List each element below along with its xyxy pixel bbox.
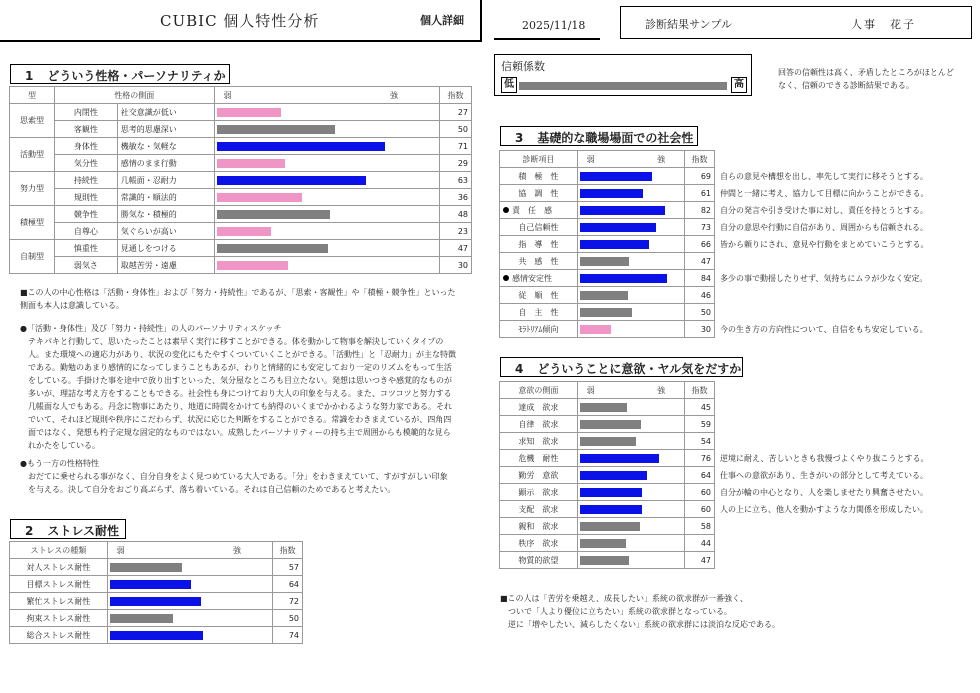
- personality-trait: 弱気さ: [54, 257, 117, 274]
- other-trait-body: おだてに乗せられる事がなく、自分自身をよく見つめている大人である。「分」をわきまえていて、すがすがしい印象を与える。決して自分をおごり高ぶらず、落ち着いている。それは自己信頼のためであると考えたい。: [28, 472, 448, 494]
- social-label: 積 極 性: [518, 171, 559, 181]
- motivation-label-cell: [500, 518, 578, 535]
- social-label-cell: [500, 185, 578, 202]
- reliability-high: 高: [731, 77, 747, 93]
- motivation-bar-cell: [577, 416, 684, 433]
- personality-bar: [217, 142, 385, 151]
- personality-bar: [217, 125, 335, 134]
- social-label-cell: [500, 321, 578, 338]
- personality-desc: 思考的思慮深い: [117, 121, 214, 138]
- motivation-label-cell: [500, 535, 578, 552]
- stress-label: 拘束ストレス耐性: [10, 610, 108, 627]
- social-label: 自己信頼性: [518, 222, 559, 232]
- motivation-index: 60: [685, 501, 715, 518]
- motivation-bar: [580, 403, 627, 412]
- personality-row: [10, 172, 472, 189]
- social-bar-cell: [577, 321, 684, 338]
- personality-trait: 気分性: [54, 155, 117, 172]
- personality-bar: [217, 261, 288, 270]
- person-name: 人事 花子: [851, 18, 916, 31]
- personality-bar-cell: [214, 223, 439, 240]
- personality-bar-cell: [214, 104, 439, 121]
- social-label-cell: [500, 219, 578, 236]
- col-scale: [214, 87, 439, 104]
- social-index: 66: [685, 236, 715, 253]
- social-bar-cell: [577, 287, 684, 304]
- personality-bar-cell: [214, 155, 439, 172]
- stress-scale-strong: 強: [233, 545, 242, 555]
- social-index: 73: [685, 219, 715, 236]
- social-index: 47: [685, 253, 715, 270]
- section1-title-text: どういう性格・パーソナリティか: [47, 69, 226, 83]
- social-label-cell: [500, 202, 578, 219]
- date-underline: [494, 38, 600, 40]
- stress-label: 対人ストレス耐性: [10, 559, 108, 576]
- personality-trait: 客観性: [54, 121, 117, 138]
- scale-weak: 弱: [223, 90, 232, 100]
- motivation-index: 54: [685, 433, 715, 450]
- motivation-label: 求知 欲求: [518, 436, 559, 446]
- col-index: 指数: [440, 87, 472, 104]
- motivation-label-cell: [500, 433, 578, 450]
- motivation-bar: [580, 454, 659, 463]
- stress-table-header: [10, 542, 303, 559]
- motivation-bar: [580, 539, 626, 548]
- report-date: 2025/11/18: [522, 19, 586, 32]
- stress-label: 目標ストレス耐性: [10, 576, 108, 593]
- motivation-label-cell: [500, 467, 578, 484]
- motivation-index: 58: [685, 518, 715, 535]
- stress-index: 57: [273, 559, 303, 576]
- motivation-row: [500, 552, 715, 569]
- social-bar: [580, 172, 652, 181]
- social-bar-cell: [577, 219, 684, 236]
- motivation-comment: 仕事への意欲があり、生きがいの部分として考えている。: [720, 471, 928, 480]
- motivation-comment: 人の上に立ち、他人を動かすような力関係を形成したい。: [720, 505, 928, 514]
- personality-index: 63: [440, 172, 472, 189]
- section1-title: [10, 64, 230, 84]
- highlight-dot-icon: [503, 207, 509, 213]
- social-index: 46: [685, 287, 715, 304]
- personality-desc: 勝気な・積極的: [117, 206, 214, 223]
- social-row: [500, 168, 715, 185]
- personality-trait: 身体性: [54, 138, 117, 155]
- stress-label: 総合ストレス耐性: [10, 627, 108, 644]
- social-table: [499, 150, 715, 338]
- social-row: [500, 321, 715, 338]
- stress-index: 64: [273, 576, 303, 593]
- col-stress-scale: [107, 542, 272, 559]
- personality-bar-cell: [214, 206, 439, 223]
- stress-bar: [110, 563, 182, 572]
- highlight-dot-icon: [503, 275, 509, 281]
- social-index: 84: [685, 270, 715, 287]
- personality-trait: 自尊心: [54, 223, 117, 240]
- personality-row: [10, 240, 472, 257]
- motivation-label: 顕示 欲求: [518, 487, 559, 497]
- motivation-label: 親和 欲求: [518, 521, 559, 531]
- social-row: [500, 270, 715, 287]
- motivation-bar: [580, 522, 640, 531]
- personality-row: [10, 223, 472, 240]
- personality-trait: 慎重性: [54, 240, 117, 257]
- section1-summary: ■この人の中心性格は「活動・身体性」および「努力・持続性」であるが、「思索・客観性」や「積極・競争性」といった側面も本人は意識している。: [20, 288, 456, 310]
- motivation-comment: 逆境に耐え、苦しいときも我慢づよくやり抜こうとする。: [720, 454, 929, 463]
- col-type: 型: [10, 87, 55, 104]
- motivation-bar: [580, 488, 642, 497]
- sketch-body: テキパキと行動して、思いたったことは素早く実行に移すことができる。体を動かして物事を解決していくタイプの人。また環境への適応力があり、状況の変化にもたやすくついていくことができる。「活動性」と「忍耐力」が主な特徴である。勤勉のあまり感情的になってしまうこともあるが、わりと情緒的にも安定しており一定のリズムをもって生活をしている。手掛けた事を途中で放り出すといった、気分屋なところも目立たない。発想は思いつきや感覚的なものが多いが、理詰な考え方をすることもできる。社会性も身につけており大人の印象を与える。また、コツコツと努力する几帳面な人でもある。丹念に物事にあたり、地道に時間をかけても納得のいくまでかかわるような努力家である。それでいて、それほど規則や秩序にこだわらず、状況に応じた判断をすることができる。常識をわきまえているが、四角四面ではなく、発想も杓子定規な固定的なものではない。成熟したパーソナリティーの持ち主で周囲からも模範的な見られかたをしている。: [28, 337, 456, 450]
- stress-row: [10, 627, 303, 644]
- motivation-bar-cell: [577, 501, 684, 518]
- personality-index: 50: [440, 121, 472, 138]
- col-stress-kind: ストレスの種類: [10, 542, 108, 559]
- personality-desc: 社交意識が低い: [117, 104, 214, 121]
- personality-bar: [217, 193, 302, 202]
- motivation-index: 47: [685, 552, 715, 569]
- social-label-cell: [500, 168, 578, 185]
- social-bar: [580, 189, 643, 198]
- social-row: [500, 253, 715, 270]
- social-comment: 仲間と一緒に考え、協力して目標に向かうことができる。: [720, 189, 929, 198]
- col-item: 診断項目: [500, 151, 578, 168]
- social-bar-cell: [577, 185, 684, 202]
- col-stress-index: 指数: [273, 542, 303, 559]
- personality-bar-cell: [214, 121, 439, 138]
- motivation-index: 60: [685, 484, 715, 501]
- section4-title-text: どういうことに意欲・ヤル気をだすか: [537, 362, 742, 376]
- personality-type: 努力型: [10, 172, 55, 206]
- motivation-row: [500, 518, 715, 535]
- personality-index: 47: [440, 240, 472, 257]
- personality-row: [10, 104, 472, 121]
- personality-bar-cell: [214, 257, 439, 274]
- report-title: CUBIC 個人特性分析: [160, 12, 320, 30]
- section4-summary-3: 逆に「増やしたい、減らしたくない」系統の欲求群には淡泊な反応である。: [508, 620, 780, 629]
- other-trait-title: ●もう一方の性格特性: [20, 459, 99, 468]
- social-bar-cell: [577, 304, 684, 321]
- social-comment: 自分の発言や引き受けた事に対し、責任を持とうとする。: [720, 206, 928, 215]
- social-label: ﾓﾗﾄﾘｱﾑ傾向: [518, 324, 559, 334]
- scale-strong: 強: [390, 90, 398, 100]
- stress-index: 72: [273, 593, 303, 610]
- motivation-row: [500, 535, 715, 552]
- reliability-box: [494, 54, 752, 96]
- section1-number: 1: [25, 69, 34, 83]
- motivation-label-cell: [500, 484, 578, 501]
- social-bar: [580, 274, 667, 283]
- motivation-bar-cell: [577, 552, 684, 569]
- social-label: 感情安定性: [512, 273, 552, 283]
- motivation-bar-cell: [577, 399, 684, 416]
- social-index: 82: [685, 202, 715, 219]
- social-row: [500, 304, 715, 321]
- social-row: [500, 202, 715, 219]
- stress-bar: [110, 580, 191, 589]
- social-comment: 皆から頼りにされ、意見や行動をまとめていこうとする。: [720, 240, 929, 249]
- social-bar: [580, 325, 611, 334]
- stress-label: 繁忙ストレス耐性: [10, 593, 108, 610]
- personality-index: 71: [440, 138, 472, 155]
- personality-trait: 内閉性: [54, 104, 117, 121]
- motivation-label: 達成 欲求: [518, 402, 559, 412]
- personality-trait: 持続性: [54, 172, 117, 189]
- personality-type: 積極型: [10, 206, 55, 240]
- personality-row: [10, 257, 472, 274]
- motivation-index: 59: [685, 416, 715, 433]
- personality-row: [10, 121, 472, 138]
- social-index: 61: [685, 185, 715, 202]
- section3-title: [500, 126, 698, 146]
- personality-bar-cell: [214, 172, 439, 189]
- stress-bar-cell: [107, 576, 272, 593]
- personality-index: 29: [440, 155, 472, 172]
- motivation-row: [500, 484, 715, 501]
- personality-trait: 規則性: [54, 189, 117, 206]
- stress-table: [9, 541, 303, 644]
- social-scale-weak: 弱: [586, 154, 595, 164]
- social-bar-cell: [577, 202, 684, 219]
- reliability-low: 低: [501, 77, 517, 93]
- stress-bar-cell: [107, 610, 272, 627]
- social-label-cell: [500, 304, 578, 321]
- col-social-index: 指数: [685, 151, 715, 168]
- motivation-label-cell: [500, 399, 578, 416]
- personality-row: [10, 206, 472, 223]
- section4-title: [500, 357, 743, 377]
- personality-index: 48: [440, 206, 472, 223]
- motivation-bar-cell: [577, 518, 684, 535]
- social-bar-cell: [577, 236, 684, 253]
- stress-bar-cell: [107, 627, 272, 644]
- social-label: 従 順 性: [518, 290, 559, 300]
- header-info-box: [620, 6, 972, 39]
- personality-bar: [217, 227, 271, 236]
- col-social-scale: [577, 151, 684, 168]
- motivation-label: 支配 欲求: [518, 504, 559, 514]
- social-row: [500, 185, 715, 202]
- social-bar: [580, 257, 629, 266]
- social-index: 30: [685, 321, 715, 338]
- personality-bar-cell: [214, 240, 439, 257]
- motivation-label: 危機 耐性: [518, 453, 559, 463]
- motivation-label-cell: [500, 552, 578, 569]
- motivation-scale-strong: 強: [657, 385, 666, 395]
- motivation-row: [500, 399, 715, 416]
- social-bar: [580, 291, 628, 300]
- sample-label: 診断結果サンプル: [645, 18, 733, 31]
- motivation-label-cell: [500, 501, 578, 518]
- social-table-header: [500, 151, 715, 168]
- personality-row: [10, 189, 472, 206]
- motivation-row: [500, 416, 715, 433]
- motivation-row: [500, 501, 715, 518]
- social-comment: 自らの意見や構想を出し、率先して実行に移そうとする。: [720, 172, 928, 181]
- stress-row: [10, 559, 303, 576]
- motivation-label: 勤労 意欲: [518, 470, 559, 480]
- personality-table-header: [10, 87, 472, 104]
- social-label-cell: [500, 270, 578, 287]
- personality-desc: 感情のまま行動: [117, 155, 214, 172]
- personality-bar: [217, 176, 366, 185]
- personality-index: 36: [440, 189, 472, 206]
- personality-bar-cell: [214, 138, 439, 155]
- social-index: 69: [685, 168, 715, 185]
- motivation-label-cell: [500, 416, 578, 433]
- personality-table: [9, 86, 472, 274]
- personality-bar: [217, 244, 328, 253]
- stress-row: [10, 610, 303, 627]
- personality-bar: [217, 108, 281, 117]
- social-label-cell: [500, 287, 578, 304]
- personality-index: 27: [440, 104, 472, 121]
- stress-bar: [110, 597, 201, 606]
- social-index: 50: [685, 304, 715, 321]
- social-label: 指 導 性: [518, 239, 559, 249]
- section4-summary-1: ■この人は「苦労を乗越え、成長したい」系統の欲求群が一番強く、: [500, 594, 748, 603]
- col-motivation-index: 指数: [685, 382, 715, 399]
- social-label-cell: [500, 236, 578, 253]
- motivation-bar-cell: [577, 450, 684, 467]
- section4-number: 4: [515, 362, 524, 376]
- stress-bar: [110, 614, 173, 623]
- personality-desc: 常識的・順法的: [117, 189, 214, 206]
- motivation-table-header: [500, 382, 715, 399]
- social-bar: [580, 240, 649, 249]
- sketch-title: ●「活動・身体性」及び「努力・持続性」の人のパーソナリティスケッチ: [20, 324, 282, 333]
- social-comment: 自分の意思や行動に自信があり、周囲からも信頼される。: [720, 223, 928, 232]
- motivation-table: [499, 381, 715, 569]
- stress-bar: [110, 631, 203, 640]
- motivation-bar: [580, 505, 642, 514]
- social-label-cell: [500, 253, 578, 270]
- motivation-bar: [580, 471, 647, 480]
- section2-title-text: ストレス耐性: [47, 524, 119, 538]
- personality-bar: [217, 159, 285, 168]
- motivation-row: [500, 433, 715, 450]
- section2-number: 2: [25, 524, 34, 538]
- social-row: [500, 287, 715, 304]
- motivation-label-cell: [500, 450, 578, 467]
- motivation-comment: 自分が輪の中心となり、人を楽しませたり興奮させたい。: [720, 488, 928, 497]
- motivation-index: 44: [685, 535, 715, 552]
- stress-bar-cell: [107, 559, 272, 576]
- personality-desc: 機敏な・気軽な: [117, 138, 214, 155]
- reliability-label: 信頼係数: [501, 60, 545, 73]
- personality-index: 23: [440, 223, 472, 240]
- motivation-scale-weak: 弱: [586, 385, 595, 395]
- motivation-bar-cell: [577, 467, 684, 484]
- motivation-index: 64: [685, 467, 715, 484]
- section3-title-text: 基礎的な職場場面での社会性: [537, 131, 694, 145]
- social-bar: [580, 223, 656, 232]
- personality-index: 30: [440, 257, 472, 274]
- social-bar: [580, 308, 632, 317]
- social-comment: 多少の事で動揺したりせず、気持ちにムラが少なく安定。: [720, 274, 928, 283]
- social-bar-cell: [577, 270, 684, 287]
- personality-bar: [217, 210, 330, 219]
- section2-title: [10, 519, 126, 539]
- personality-desc: 几帳面・忍耐力: [117, 172, 214, 189]
- motivation-bar-cell: [577, 433, 684, 450]
- social-comment: 今の生き方の方向性について、自信をもち安定している。: [720, 325, 928, 334]
- social-scale-strong: 強: [657, 154, 666, 164]
- col-motivation-aspect: 意欲の側面: [500, 382, 578, 399]
- section3-number: 3: [515, 131, 524, 145]
- motivation-label: 物質的欲望: [518, 555, 559, 565]
- social-label: 責 任 感: [512, 205, 552, 215]
- motivation-row: [500, 467, 715, 484]
- personality-bar-cell: [214, 189, 439, 206]
- stress-scale-weak: 弱: [116, 545, 125, 555]
- motivation-bar: [580, 556, 629, 565]
- personality-desc: 気ぐらいが高い: [117, 223, 214, 240]
- section4-summary-2: ついで「人より優位に立ちたい」系統の欲求群となっている。: [508, 607, 732, 616]
- personality-row: [10, 155, 472, 172]
- stress-row: [10, 593, 303, 610]
- motivation-label: 自律 欲求: [518, 419, 559, 429]
- personality-trait: 競争性: [54, 206, 117, 223]
- motivation-bar: [580, 437, 636, 446]
- stress-index: 74: [273, 627, 303, 644]
- motivation-index: 45: [685, 399, 715, 416]
- motivation-bar-cell: [577, 535, 684, 552]
- social-bar: [580, 206, 665, 215]
- motivation-row: [500, 450, 715, 467]
- social-label: 共 感 性: [518, 256, 559, 266]
- motivation-index: 76: [685, 450, 715, 467]
- col-aspect: 性格の側面: [54, 87, 214, 104]
- personality-desc: 取越苦労・遠慮: [117, 257, 214, 274]
- stress-bar-cell: [107, 593, 272, 610]
- reliability-bar: [519, 82, 727, 90]
- personality-type: 自制型: [10, 240, 55, 274]
- header-left-panel: [0, 0, 482, 42]
- social-bar-cell: [577, 168, 684, 185]
- personality-type: 思索型: [10, 104, 55, 138]
- motivation-bar: [580, 420, 641, 429]
- social-label: 自 主 性: [518, 307, 559, 317]
- personality-type: 活動型: [10, 138, 55, 172]
- personality-row: [10, 138, 472, 155]
- report-subtitle: 個人詳細: [420, 14, 464, 27]
- social-row: [500, 219, 715, 236]
- social-label: 協 調 性: [518, 188, 559, 198]
- stress-index: 50: [273, 610, 303, 627]
- social-bar-cell: [577, 253, 684, 270]
- col-motivation-scale: [577, 382, 684, 399]
- reliability-note: 回答の信頼性は高く、矛盾したところがほとんどなく、信頼のできる診断結果である。: [778, 68, 954, 90]
- stress-row: [10, 576, 303, 593]
- motivation-label: 秩序 欲求: [518, 538, 559, 548]
- social-row: [500, 236, 715, 253]
- personality-desc: 見通しをつける: [117, 240, 214, 257]
- motivation-bar-cell: [577, 484, 684, 501]
